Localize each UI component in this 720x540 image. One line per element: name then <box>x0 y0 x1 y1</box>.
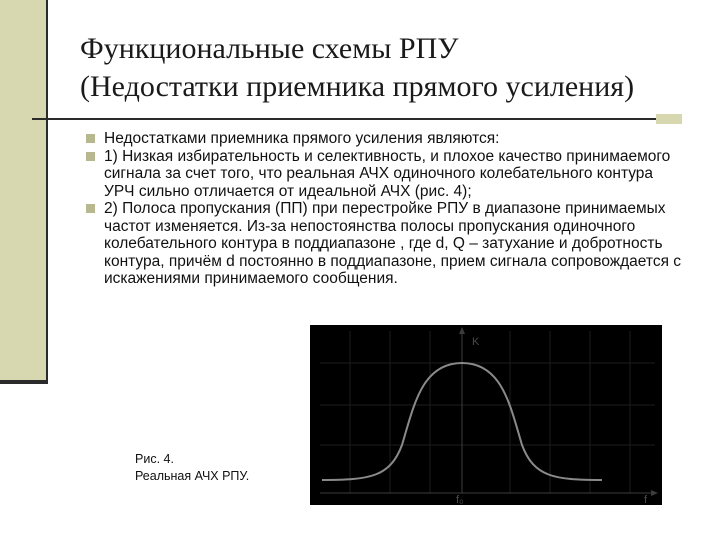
slide-title <box>80 30 700 106</box>
bullet-item-intro <box>86 130 686 148</box>
bullet-item-selectivity <box>86 148 686 201</box>
bullet-text: 2) Полоса пропускания (ПП) при перестройке РПУ в диапазоне принимаемых частот изменяется. Из-за непостоянства полосы пропускания одиночного колебательного контура в поддиапазоне , где d, Q – затухание и добротность контура, причём d постоянно в поддиапазоне, прием сигнала сопровождается с искажениями принимаемого сообщения. <box>104 200 682 287</box>
bullet-text: Недостатками приемника прямого усиления являются: <box>104 130 500 147</box>
bullet-marker <box>86 204 95 213</box>
y-axis-arrow-icon <box>459 327 465 334</box>
x-axis-arrow-icon <box>651 490 658 496</box>
slide-title-line2: (Недостатки приемника прямого усиления) <box>80 70 635 103</box>
title-divider-accent <box>656 114 682 124</box>
x-axis-label: f <box>644 494 648 505</box>
bullet-list <box>86 130 686 288</box>
bullet-marker <box>86 134 95 143</box>
sidebar-rule <box>0 380 48 384</box>
plot-grid <box>320 331 655 493</box>
figure-caption-number: Рис. 4. <box>135 452 174 466</box>
bullet-item-bandwidth <box>86 200 686 288</box>
bullet-marker <box>86 152 95 161</box>
y-axis-label: K <box>472 336 480 348</box>
title-divider <box>32 118 682 120</box>
sidebar-decoration <box>0 0 46 382</box>
figure-caption-text: Реальная АЧХ РПУ. <box>135 469 250 483</box>
frequency-response-figure <box>310 325 662 505</box>
bullet-text: 1) Низкая избирательность и селективность, и плохое качество принимаемого сигнала за счет того, что реальная АЧХ одиночного колебательного контура УРЧ сильно отличается от идеальной АЧХ (рис. 4); <box>104 147 671 200</box>
frequency-response-plot <box>310 325 662 505</box>
figure-caption <box>135 451 249 485</box>
sidebar-edge-line <box>46 0 48 384</box>
slide-title-line1: Функциональные схемы РПУ <box>80 32 459 65</box>
center-frequency-label: f₀ <box>456 494 464 505</box>
